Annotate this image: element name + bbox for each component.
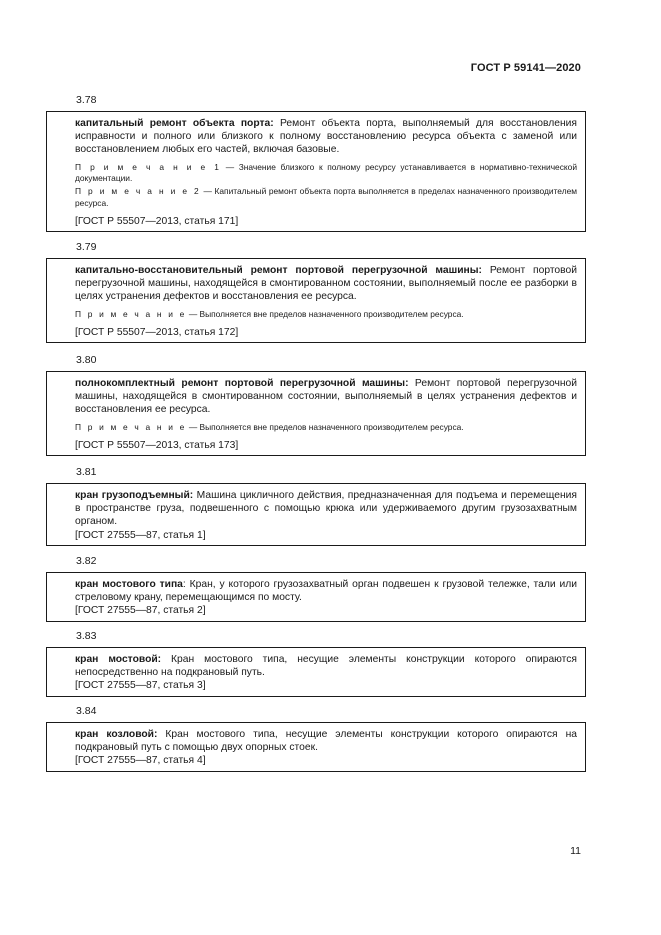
document-header: ГОСТ Р 59141—2020 [470,62,581,74]
definition-text [75,377,577,417]
term-definition: Ремонт объекта порта, выполняемый для восстановления исправности и полного или близкого к полному восстановлению ресурса объекта с заменой или восстановлением любых его частей, включая базовые. [75,118,577,156]
term-name: капитально-восстановительный ремонт портовой перегрузочной машины: [75,265,482,276]
note-label: П р и м е ч а н и е [75,308,187,319]
note-label: П р и м е ч а н и е 2 [75,186,201,197]
source-reference: [ГОСТ Р 55507—2013, статья 173] [75,440,239,452]
term-name: кран мостовой: [75,654,162,665]
definition-text [75,489,577,529]
definition-box [46,647,586,697]
term-definition: Машина цикличного действия, предназначенная для подъема и перемещения в пространстве груза, подвешенного с помощью крюка или удерживаемого другим грузозахватным органом. [75,490,577,528]
term-entry [46,466,586,546]
definition-box [46,572,586,622]
source-reference: [ГОСТ Р 55507—2013, статья 172] [75,327,239,339]
note-text: — Выполняется вне пределов назначенного производителем ресурса. [186,308,464,319]
term-name: кран грузоподъемный: [75,490,194,501]
definition-box [46,258,586,343]
term-definition: Ремонт портовой перегрузочной машины, находящейся в смонтированном состоянии, выполняемый в целях устранения дефектов и восстановления ее ресурса. [75,378,577,416]
source-reference: [ГОСТ 27555—87, статья 4] [75,755,206,767]
term-definition: Кран мостового типа, несущие элементы конструкции которого опираются на подкрановый путь с помощью двух опорных стоек. [75,729,577,754]
definition-text [75,578,577,604]
term-entry [46,241,586,343]
term-entry [46,705,586,772]
term-entry [46,555,586,622]
definition-text [75,728,577,754]
note-text: — Значение близкого к полному ресурсу устанавливается в нормативно-технической документации. [75,161,577,184]
note-label: П р и м е ч а н и е 1 [75,161,222,172]
term-entry [46,630,586,697]
source-reference: [ГОСТ 27555—87, статья 2] [75,605,206,617]
note [75,186,577,209]
note-text: — Капитальный ремонт объекта порта выполняется в пределах назначенного производителем ресурса. [75,186,577,208]
source-reference: [ГОСТ 27555—87, статья 3] [75,680,206,692]
note-label: П р и м е ч а н и е [75,421,187,432]
term-entry [46,94,586,232]
term-name: капитальный ремонт объекта порта: [75,118,274,129]
entry-number: 3.78 [76,94,97,106]
definition-text [75,653,577,679]
term-name: кран мостового типа [75,579,183,590]
entry-number: 3.82 [76,555,97,567]
source-reference: [ГОСТ Р 55507—2013, статья 171] [75,216,239,228]
term-entry [46,354,586,456]
entry-number: 3.80 [76,354,97,366]
note [75,309,577,320]
term-definition: Ремонт портовой перегрузочной машины, находящейся в смонтированном состоянии, выполняемый после ее разборки в целях устранения дефектов и восстановления ее ресурса. [75,265,577,303]
term-definition: : Кран, у которого грузозахватный орган подвешен к грузовой тележке, тали или стреловому крану, перемещающимся по мосту. [75,579,577,604]
page-number: 11 [570,845,581,857]
definition-box [46,483,586,546]
definition-text [75,117,577,157]
definition-box [46,111,586,232]
entry-number: 3.83 [76,630,97,642]
entry-number: 3.84 [76,705,97,717]
term-definition: Кран мостового типа, несущие элементы конструкции которого опираются непосредственно на подкрановый путь. [75,654,577,679]
term-name: полнокомплектный ремонт портовой перегрузочной машины: [75,378,409,389]
definition-box [46,722,586,772]
note [75,162,577,185]
term-name: кран козловой: [75,729,158,740]
entry-number: 3.79 [76,241,97,253]
note-text: — Выполняется вне пределов назначенного производителем ресурса. [186,421,464,432]
note [75,422,577,433]
definition-text [75,264,577,304]
source-reference: [ГОСТ 27555—87, статья 1] [75,529,206,541]
entry-number: 3.81 [76,466,97,478]
definition-box [46,371,586,456]
